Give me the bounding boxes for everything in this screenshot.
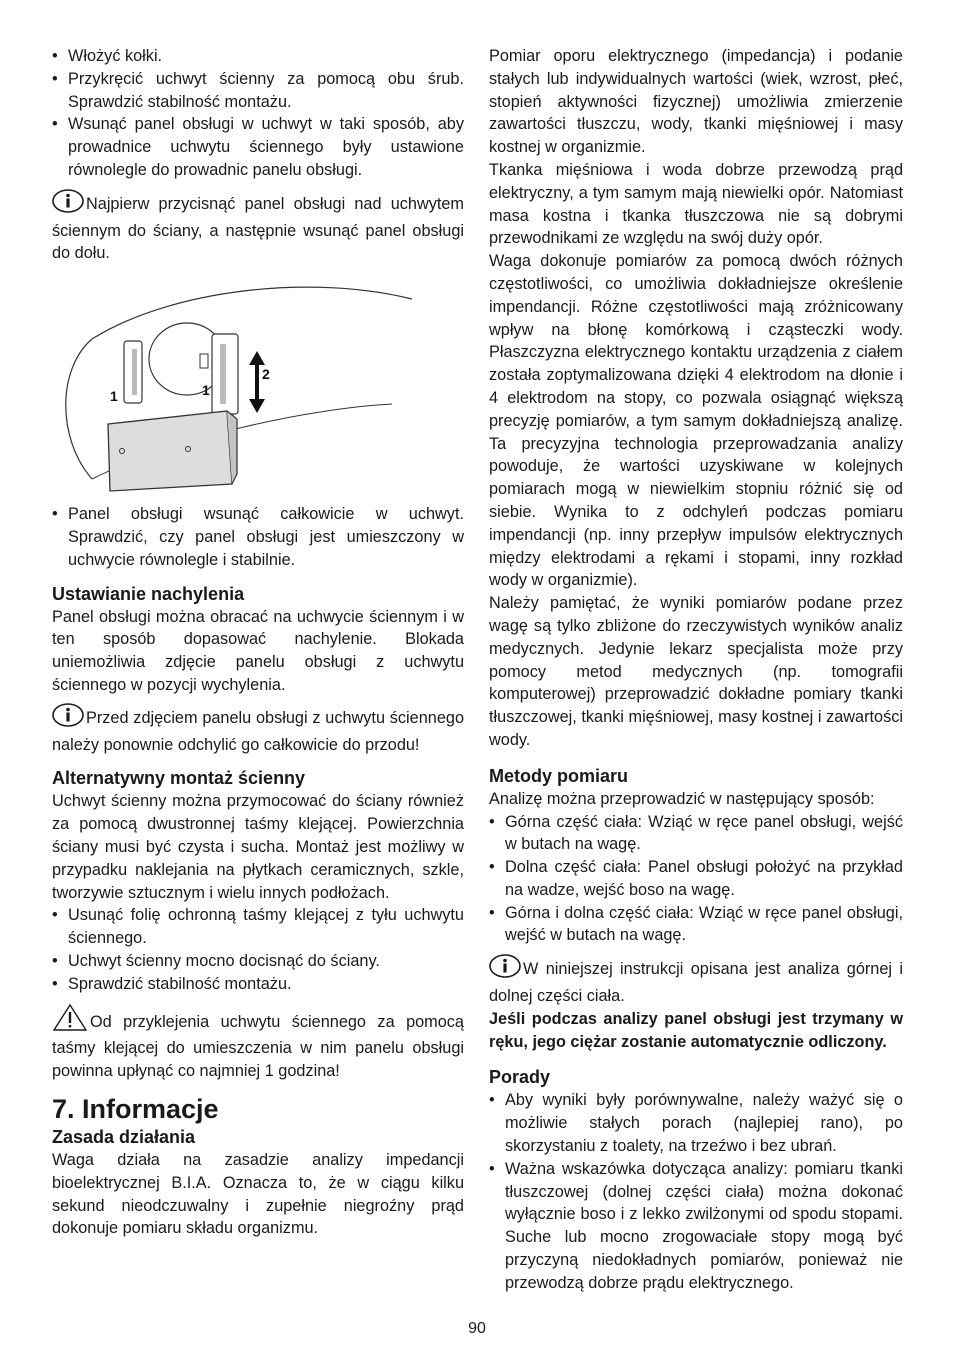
section-title: 7. Informacje: [52, 1093, 219, 1124]
figure-label-1: 1: [202, 382, 210, 399]
figure-label-2: 2: [262, 366, 270, 383]
right-column: [489, 45, 903, 1295]
left-column: [52, 45, 464, 1240]
info-note-text: Najpierw przycisnąć panel obsługi nad uchwytem ściennym do ściany, a następnie wsunąć panel obsługi do dołu.: [52, 194, 464, 263]
info-note-analysis: [489, 954, 903, 1008]
methods-list: [489, 811, 903, 948]
heading-alt-mount: Alternatywny montaż ścienny: [52, 768, 306, 789]
heading-tips: Porady: [489, 1067, 551, 1088]
list-item: • Górna i dolna część ciała: Wziąć w ręce panel obsługi, wejść w butach na wagę.: [489, 902, 903, 948]
alt-mount-list: [52, 904, 464, 995]
list-item: • Wsunąć panel obsługi w uchwyt w taki sposób, aby prowadnice uchwytu ściennego były ustawione równolegle do prowadnic panelu obsługi.: [52, 113, 464, 181]
heading-principle: Zasada działania: [52, 1126, 196, 1147]
info-note-text: W niniejszej instrukcji opisana jest analiza górnej i dolnej części ciała.: [489, 960, 903, 1006]
info-icon: [489, 954, 521, 985]
bold-note: Jeśli podczas analizy panel obsługi jest trzymany w ręku, jego ciężar zostanie automatycznie odliczony.: [489, 1009, 903, 1051]
paragraph-frequencies: Waga dokonuje pomiarów za pomocą dwóch różnych częstotliwości, co umożliwia dokładniejsze określenie impendancji. Różne częstotliwości mają zróżnicowany wpływ na błonę komórkową i cząsteczki wody. Płaszczyzna elektrycznego kontaktu urządzenia z ciałem została zoptymalizowana dzięki 4 elektrodom na dłonie i 4 elektrodom na stopy, co pozwala osiągnąć większą precyzję pomiarów, a tym samym dokładniejszą analizę. Ta precyzyjna technologia przeprowadzania analizy powoduje, że wartości uzyskiwane w kolejnych pomiarach mogą w niewielkim stopniu różnić się od siebie. Wynika to z odchyleń podczas pomiaru impendancji (np. inny przepływ impulsów elektrycznych między elektrodami a rękami i stopami, inny rozkład wody w organizmie).: [489, 252, 903, 590]
list-item: • Uchwyt ścienny mocno docisnąć do ściany.: [52, 950, 464, 973]
paragraph-tilt: Panel obsługi można obracać na uchwycie ściennym i w ten sposób dopasować nachylenie. Blokada uniemożliwia zdjęcie panelu obsługi z uchwytu ściennego w pozycji wychylenia.: [52, 607, 464, 694]
list-item: • Przykręcić uchwyt ścienny za pomocą obu śrub. Sprawdzić stabilność montażu.: [52, 68, 464, 114]
list-item: • Usunąć folię ochronną taśmy klejącej z tyłu uchwytu ściennego.: [52, 904, 464, 950]
list-item: • Sprawdzić stabilność montażu.: [52, 973, 464, 996]
list-item: • Aby wyniki były porównywalne, należy ważyć się o możliwie stałych porach (najlepiej rano), po skorzystaniu z toalety, na trzeźwo i bez ubrań.: [489, 1089, 903, 1157]
paragraph-principle: Waga działa na zasadzie analizy impedancji bioelektrycznej B.I.A. Oznacza to, że w ciągu kilku sekund nieodczuwalny i zupełnie niegroźny prąd dokonuje pomiaru składu organizmu.: [52, 1150, 464, 1238]
warning-text: Od przyklejenia uchwytu ściennego za pomocą taśmy klejącej do umieszczenia w nim panelu obsługi powinna upłynąć co najmniej 1 godzina!: [52, 1012, 464, 1081]
info-note-mount: [52, 189, 464, 265]
paragraph-disclaimer: Należy pamiętać, że wyniki pomiarów podane przez wagę są tylko zbliżone do rzeczywistych wyników analiz medycznych. Jedynie lekarz specjalista może przy pomocy metod medycznych (np. tomografii komputerowej) przeprowadzić dokładne pomiary tkanki tłuszczowej, tkanki mięśniowej, masy kostnej i zawartości wody.: [489, 594, 903, 749]
warning-icon: [52, 1003, 88, 1038]
slide-in-list: [52, 503, 464, 571]
warning-note: [52, 1003, 464, 1083]
tips-list: [489, 1089, 903, 1294]
list-item: • Włożyć kołki.: [52, 45, 464, 68]
list-item: • Ważna wskazówka dotycząca analizy: pomiaru tkanki tłuszczowej (dolnej części ciała) można dokonać wyłącznie boso i z lekko zwilżonymi od spodu stopami. Suche lub mocno zrogowaciałe stopy mogą być przyczyną niedokładnych pomiarów, ponieważ nie przewodzą dobrze prądu elektrycznego.: [489, 1158, 903, 1295]
figure-label-1: 1: [110, 388, 118, 405]
info-icon: [52, 189, 84, 220]
mount-illustration: [52, 279, 464, 497]
list-item: • Panel obsługi wsunąć całkowicie w uchwyt. Sprawdzić, czy panel obsługi jest umieszczony w uchwycie równolegle i stabilnie.: [52, 503, 464, 571]
page-number: 90: [468, 1320, 486, 1337]
heading-tilt: Ustawianie nachylenia: [52, 583, 245, 604]
paragraph-conductivity: Tkanka mięśniowa i woda dobrze przewodzą prąd elektryczny, a tym samym mają niewielki opór. Natomiast masa kostna i tkanka tłuszczowa nie są dobrymi przewodnikami ze względu na swój duży opór.: [489, 160, 903, 248]
mount-steps-list: [52, 45, 464, 182]
info-note-tilt: [52, 703, 464, 757]
list-item: • Górna część ciała: Wziąć w ręce panel obsługi, wejść w butach na wagę.: [489, 811, 903, 857]
info-note-text: Przed zdjęciem panelu obsługi z uchwytu ściennego należy ponownie odchylić go całkowicie do przodu!: [52, 708, 464, 754]
info-icon: [52, 703, 84, 734]
paragraph-methods: Analizę można przeprowadzić w następujący sposób:: [489, 789, 875, 808]
paragraph-impedance: Pomiar oporu elektrycznego (impedancja) i podanie stałych lub indywidualnych wartości (wiek, wzrost, płeć, stopień aktywności fizycznej) umożliwia zmierzenie zawartości tłuszczu, wody, tkanki mięśniowej i masy kostnej w organizmie.: [489, 47, 903, 157]
heading-methods: Metody pomiaru: [489, 765, 629, 786]
paragraph-alt-mount: Uchwyt ścienny można przymocować do ściany również za pomocą dwustronnej taśmy klejącej. Powierzchnia ściany musi być czysta i sucha. Montaż jest możliwy w przypadku naklejania na płytkach ceramicznych, szkle, tworzywie sztucznym i wielu innych podłożach.: [52, 792, 464, 902]
wall-holder-drawing: [52, 279, 464, 497]
list-item: • Dolna część ciała: Panel obsługi położyć na przykład na wadze, wejść boso na wagę.: [489, 856, 903, 902]
